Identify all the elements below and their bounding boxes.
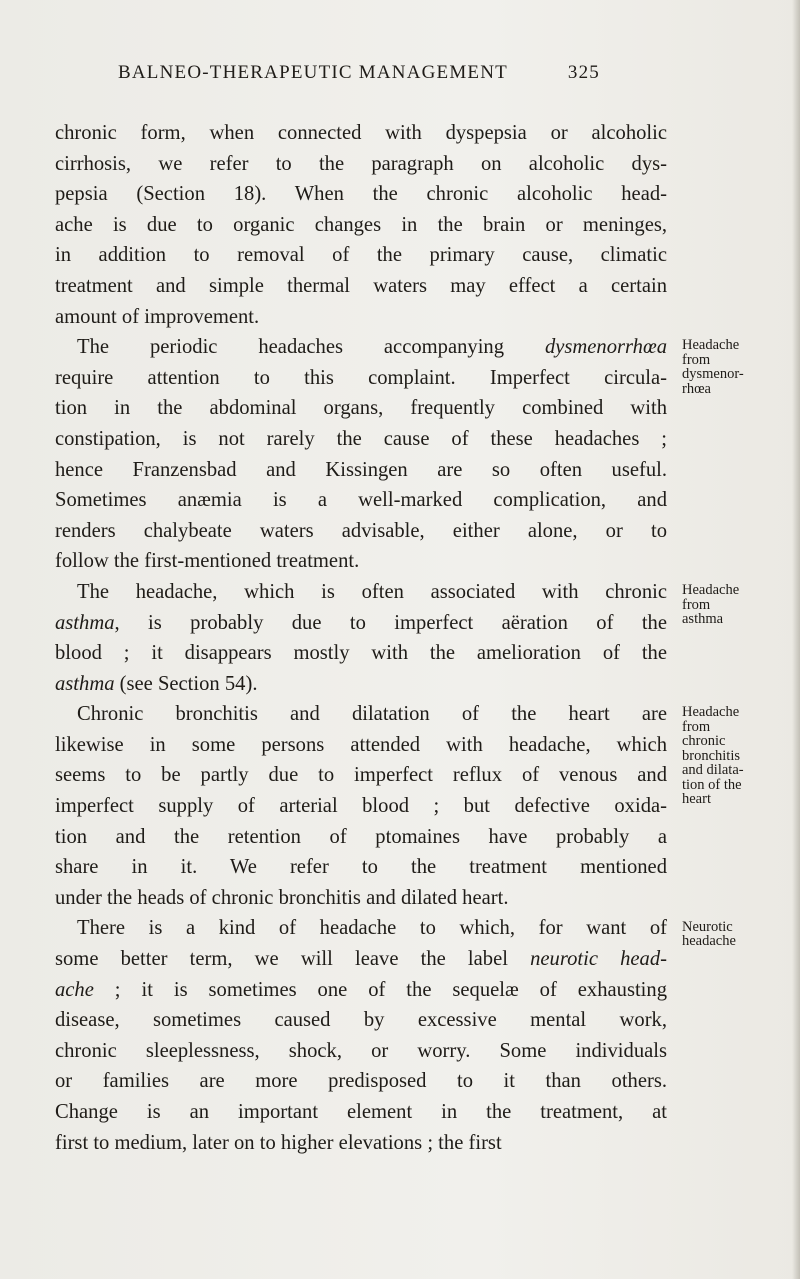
text-line (55, 516, 667, 547)
margin-note-line: asthma (682, 611, 724, 627)
text-segment: disease, sometimes caused by excessive mental work, (55, 1009, 667, 1032)
margin-note-asthma (682, 583, 794, 627)
text-line (55, 1066, 667, 1097)
text-segment: first to medium, later on to higher elevations ; the first (55, 1131, 502, 1154)
italic-term: ache (55, 978, 94, 1001)
text-line (55, 179, 667, 210)
margin-note-line: bronchitis (682, 747, 740, 764)
text-segment: treatment and simple thermal waters may effect a certain (55, 274, 667, 297)
text-line (55, 1036, 667, 1067)
italic-term: dysmenorrhœa (544, 336, 667, 359)
text-segment: require attention to this complaint. Imperfect circula- (55, 366, 667, 389)
text-line (55, 760, 667, 791)
text-segment: The periodic headaches accompanying (77, 336, 545, 359)
text-segment: chronic form, when connected with dyspepsia or alcoholic (55, 122, 667, 144)
margin-note-line: Headache (682, 704, 740, 721)
text-segment: pepsia (Section 18). When the chronic alcoholic head- (55, 183, 667, 206)
text-segment: Change is an important element in the treatment, at (55, 1101, 667, 1123)
margin-note-line: chronic (682, 733, 726, 750)
text-line (55, 913, 667, 944)
text-segment: There is a kind of headache to which, for want of (77, 917, 667, 940)
margin-note-line: rhœa (682, 380, 711, 397)
margin-note-line: Headache (682, 582, 740, 598)
text-line (55, 271, 667, 302)
text-segment: ; it is sometimes one of the sequelæ of exhausting (93, 978, 667, 1001)
text-segment: The headache, which is often associated with chronic (77, 580, 667, 603)
text-segment: hence Franzensbad and Kissingen are so often useful. (55, 458, 667, 481)
margin-note-line: heart (682, 791, 711, 808)
text-line (55, 883, 667, 914)
text-line (55, 944, 667, 975)
running-title: BALNEO-THERAPEUTIC MANAGEMENT (118, 62, 508, 83)
text-segment: renders chalybeate waters advisable, either alone, or to (55, 519, 667, 542)
text-line (55, 455, 667, 486)
margin-note-dysmenorrhoea (682, 338, 794, 396)
text-segment: likewise in some persons attended with headache, which (55, 733, 667, 756)
margin-note-bronchitis (682, 705, 794, 807)
text-line (55, 363, 667, 394)
text-line (55, 608, 667, 639)
text-segment: follow the first-mentioned treatment. (55, 550, 360, 573)
text-line (55, 118, 667, 149)
margin-note-line: from (682, 351, 711, 368)
text-segment: under the heads of chronic bronchitis and dilated heart. (55, 886, 509, 909)
page-edge-shadow (792, 0, 800, 1279)
text-line (55, 240, 667, 271)
text-line (55, 975, 667, 1006)
text-line (55, 1097, 667, 1128)
text-segment: cirrhosis, we refer to the paragraph on alcoholic dys- (55, 152, 667, 175)
text-line (55, 546, 667, 577)
text-line (55, 730, 667, 761)
text-segment: Sometimes anæmia is a well-marked complication, and (55, 489, 667, 512)
text-segment: , is probably due to imperfect aëration of the (114, 611, 667, 634)
margin-note-neurotic (682, 920, 794, 949)
text-line (55, 1128, 667, 1159)
text-line (55, 424, 667, 455)
margin-note-line: and dilata- (682, 762, 744, 779)
text-segment: some better term, we will leave the label (55, 948, 531, 971)
text-segment: seems to be partly due to imperfect reflux of venous and (55, 764, 667, 787)
text-line (55, 638, 667, 669)
italic-term: neurotic head- (530, 948, 667, 971)
text-line (55, 791, 667, 822)
margin-note-line: from (682, 596, 711, 613)
text-segment: constipation, is not rarely the cause of these headaches ; (55, 427, 667, 450)
text-line (55, 822, 667, 853)
text-line (55, 699, 667, 730)
text-line (55, 669, 667, 700)
margin-note-line: dysmenor- (682, 366, 744, 383)
text-line (55, 485, 667, 516)
text-segment: imperfect supply of arterial blood ; but defective oxida- (55, 795, 667, 818)
text-segment: (see Section 54). (114, 672, 258, 695)
text-line (55, 852, 667, 883)
text-line (55, 210, 667, 241)
text-segment: share in it. We refer to the treatment mentioned (55, 856, 667, 879)
text-segment: chronic sleeplessness, shock, or worry. Some individuals (55, 1039, 667, 1062)
text-segment: or families are more predisposed to it than others. (55, 1070, 667, 1093)
text-segment: amount of improvement. (55, 305, 260, 328)
text-segment: ache is due to organic changes in the brain or meninges, (55, 213, 667, 236)
text-segment: blood ; it disappears mostly with the amelioration of the (55, 642, 667, 665)
text-line (55, 577, 667, 608)
text-segment: Chronic bronchitis and dilatation of the heart are (77, 703, 667, 726)
text-line (55, 393, 667, 424)
text-segment: tion and the retention of ptomaines have probably a (55, 825, 667, 848)
italic-term: asthma (55, 672, 115, 695)
page-number: 325 (567, 62, 600, 83)
text-segment: tion in the abdominal organs, frequently combined with (55, 397, 667, 420)
text-line (55, 332, 667, 363)
margin-note-line: from (682, 718, 711, 735)
margin-note-line: Headache (682, 337, 740, 354)
text-line (55, 1005, 667, 1036)
margin-note-line: Neurotic (682, 918, 733, 935)
main-text-block (55, 118, 667, 1158)
italic-term: asthma (55, 611, 115, 634)
text-line (55, 149, 667, 180)
text-line (55, 302, 667, 333)
text-segment: in addition to removal of the primary cause, climatic (55, 244, 667, 267)
margin-note-line: headache (682, 933, 736, 950)
running-header (118, 62, 600, 92)
margin-note-line: tion of the (682, 776, 742, 793)
